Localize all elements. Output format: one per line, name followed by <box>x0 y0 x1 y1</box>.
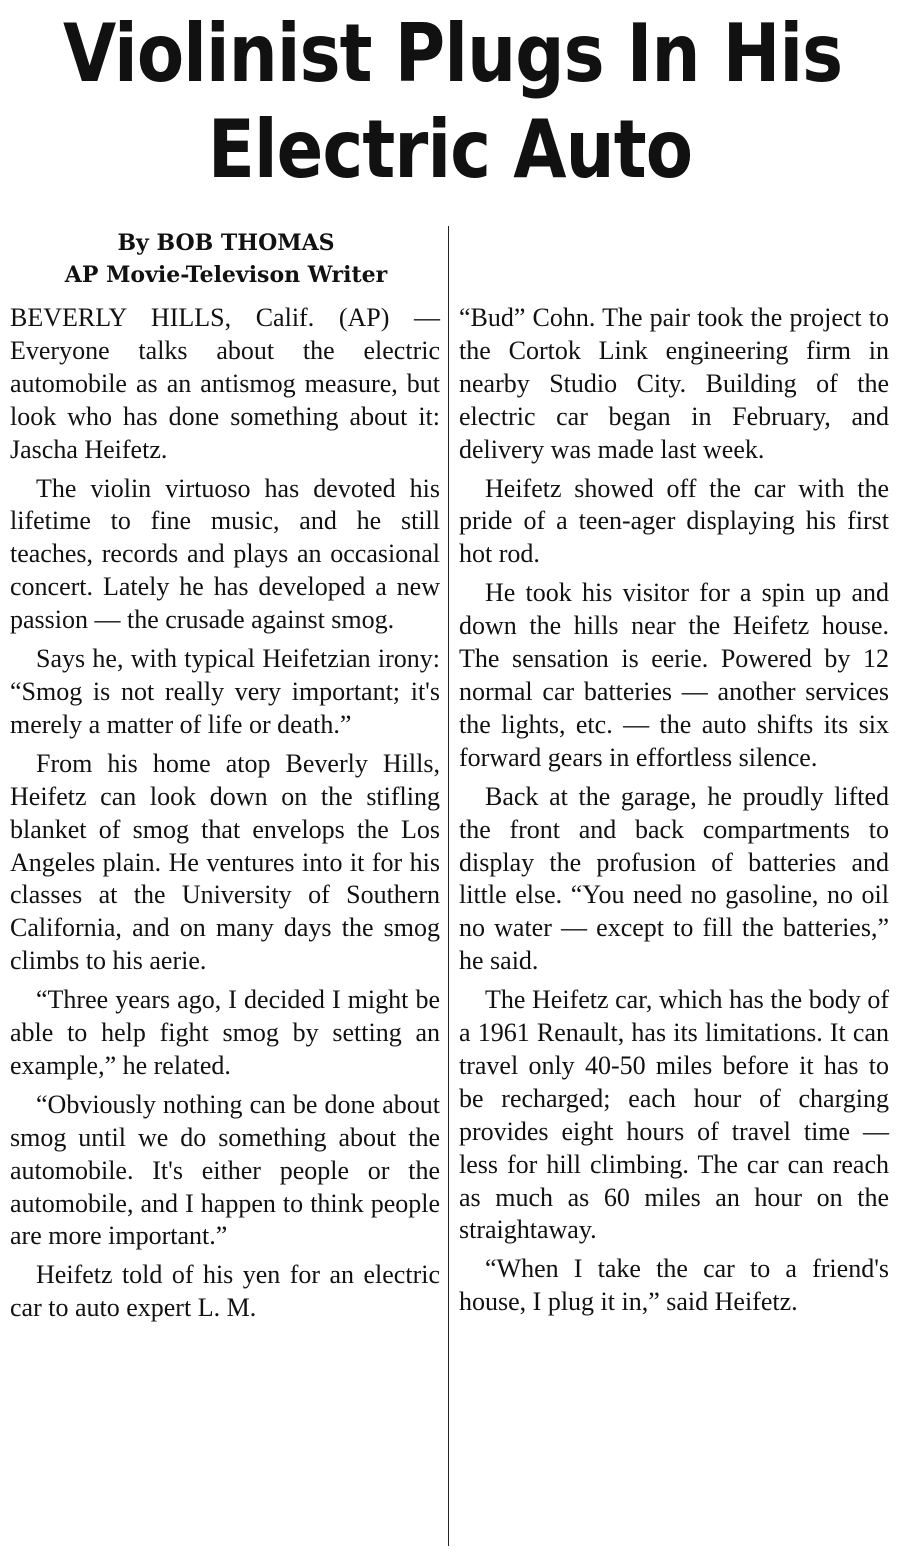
paragraph: BEVERLY HILLS, Calif. (AP) — Everyone talks about the electric automobile as an antismog measure, but look who has done something about it: Jascha Heifetz. <box>10 303 440 464</box>
headline <box>63 6 843 198</box>
byline-author: By BOB THOMAS <box>117 230 335 256</box>
paragraph: Heifetz showed off the car with the pride of a teen-ager displaying his first hot rod. <box>459 473 889 569</box>
paragraph: From his home atop Beverly Hills, Heifetz can look down on the stifling blanket of smog that envelops the Los Angeles plain. He ventures into it for his classes at the University of Southern California, and on many days the smog climbs to his aerie. <box>10 748 440 976</box>
byline-role: AP Movie-Televison Writer <box>64 262 388 288</box>
paragraph: The Heifetz car, which has the body of a 1961 Renault, has its limitations. It can travel only 40-50 miles before it has to be recharged; each hour of charging provides eight hours of travel time — less for hill climbing. The car can reach as much as 60 miles an hour on the straightaway. <box>459 985 889 1245</box>
paragraph: Heifetz told of his yen for an electric car to auto expert L. M. <box>10 1260 440 1323</box>
column-divider <box>448 226 449 1546</box>
paragraph: Back at the garage, he proudly lifted the front and back compartments to display the profusion of batteries and little else. “You need no gasoline, no oil no water — except to fill the batteries,” he said. <box>459 781 889 976</box>
paragraph-continued: “Bud” Cohn. The pair took the project to the Cortok Link engineering firm in nearby Studio City. Building of the electric car began in February, and delivery was made last week. <box>459 303 889 464</box>
paragraph: Says he, with typical Heifetzian irony: “Smog is not really very important; it's merely a matter of life or death.” <box>10 644 440 739</box>
paragraph: “Three years ago, I decided I might be able to help fight smog by setting an example,” he related. <box>10 985 440 1080</box>
byline <box>10 227 442 291</box>
paragraph: The violin virtuoso has devoted his lifetime to fine music, and he still teaches, records and plays an occasional concert. Lately he has developed a new passion — the crusade against smog. <box>10 473 440 635</box>
article-column-right <box>459 302 889 1325</box>
article-column-left <box>10 302 440 1325</box>
paragraph: He took his visitor for a spin up and down the hills near the Heifetz house. The sensation is eerie. Powered by 12 normal car batteries — another services the lights, etc. — the auto shifts its six forward gears in effortless silence. <box>459 578 889 772</box>
paragraph: “Obviously nothing can be done about smog until we do something about the automobile. It's either people or the automobile, and I happen to think people are more important.” <box>10 1089 440 1251</box>
paragraph: “When I take the car to a friend's house, I plug it in,” said Heifetz. <box>459 1254 889 1317</box>
headline-line-1: Violinist Plugs In His <box>63 7 843 100</box>
headline-line-2: Electric Auto <box>207 103 693 196</box>
